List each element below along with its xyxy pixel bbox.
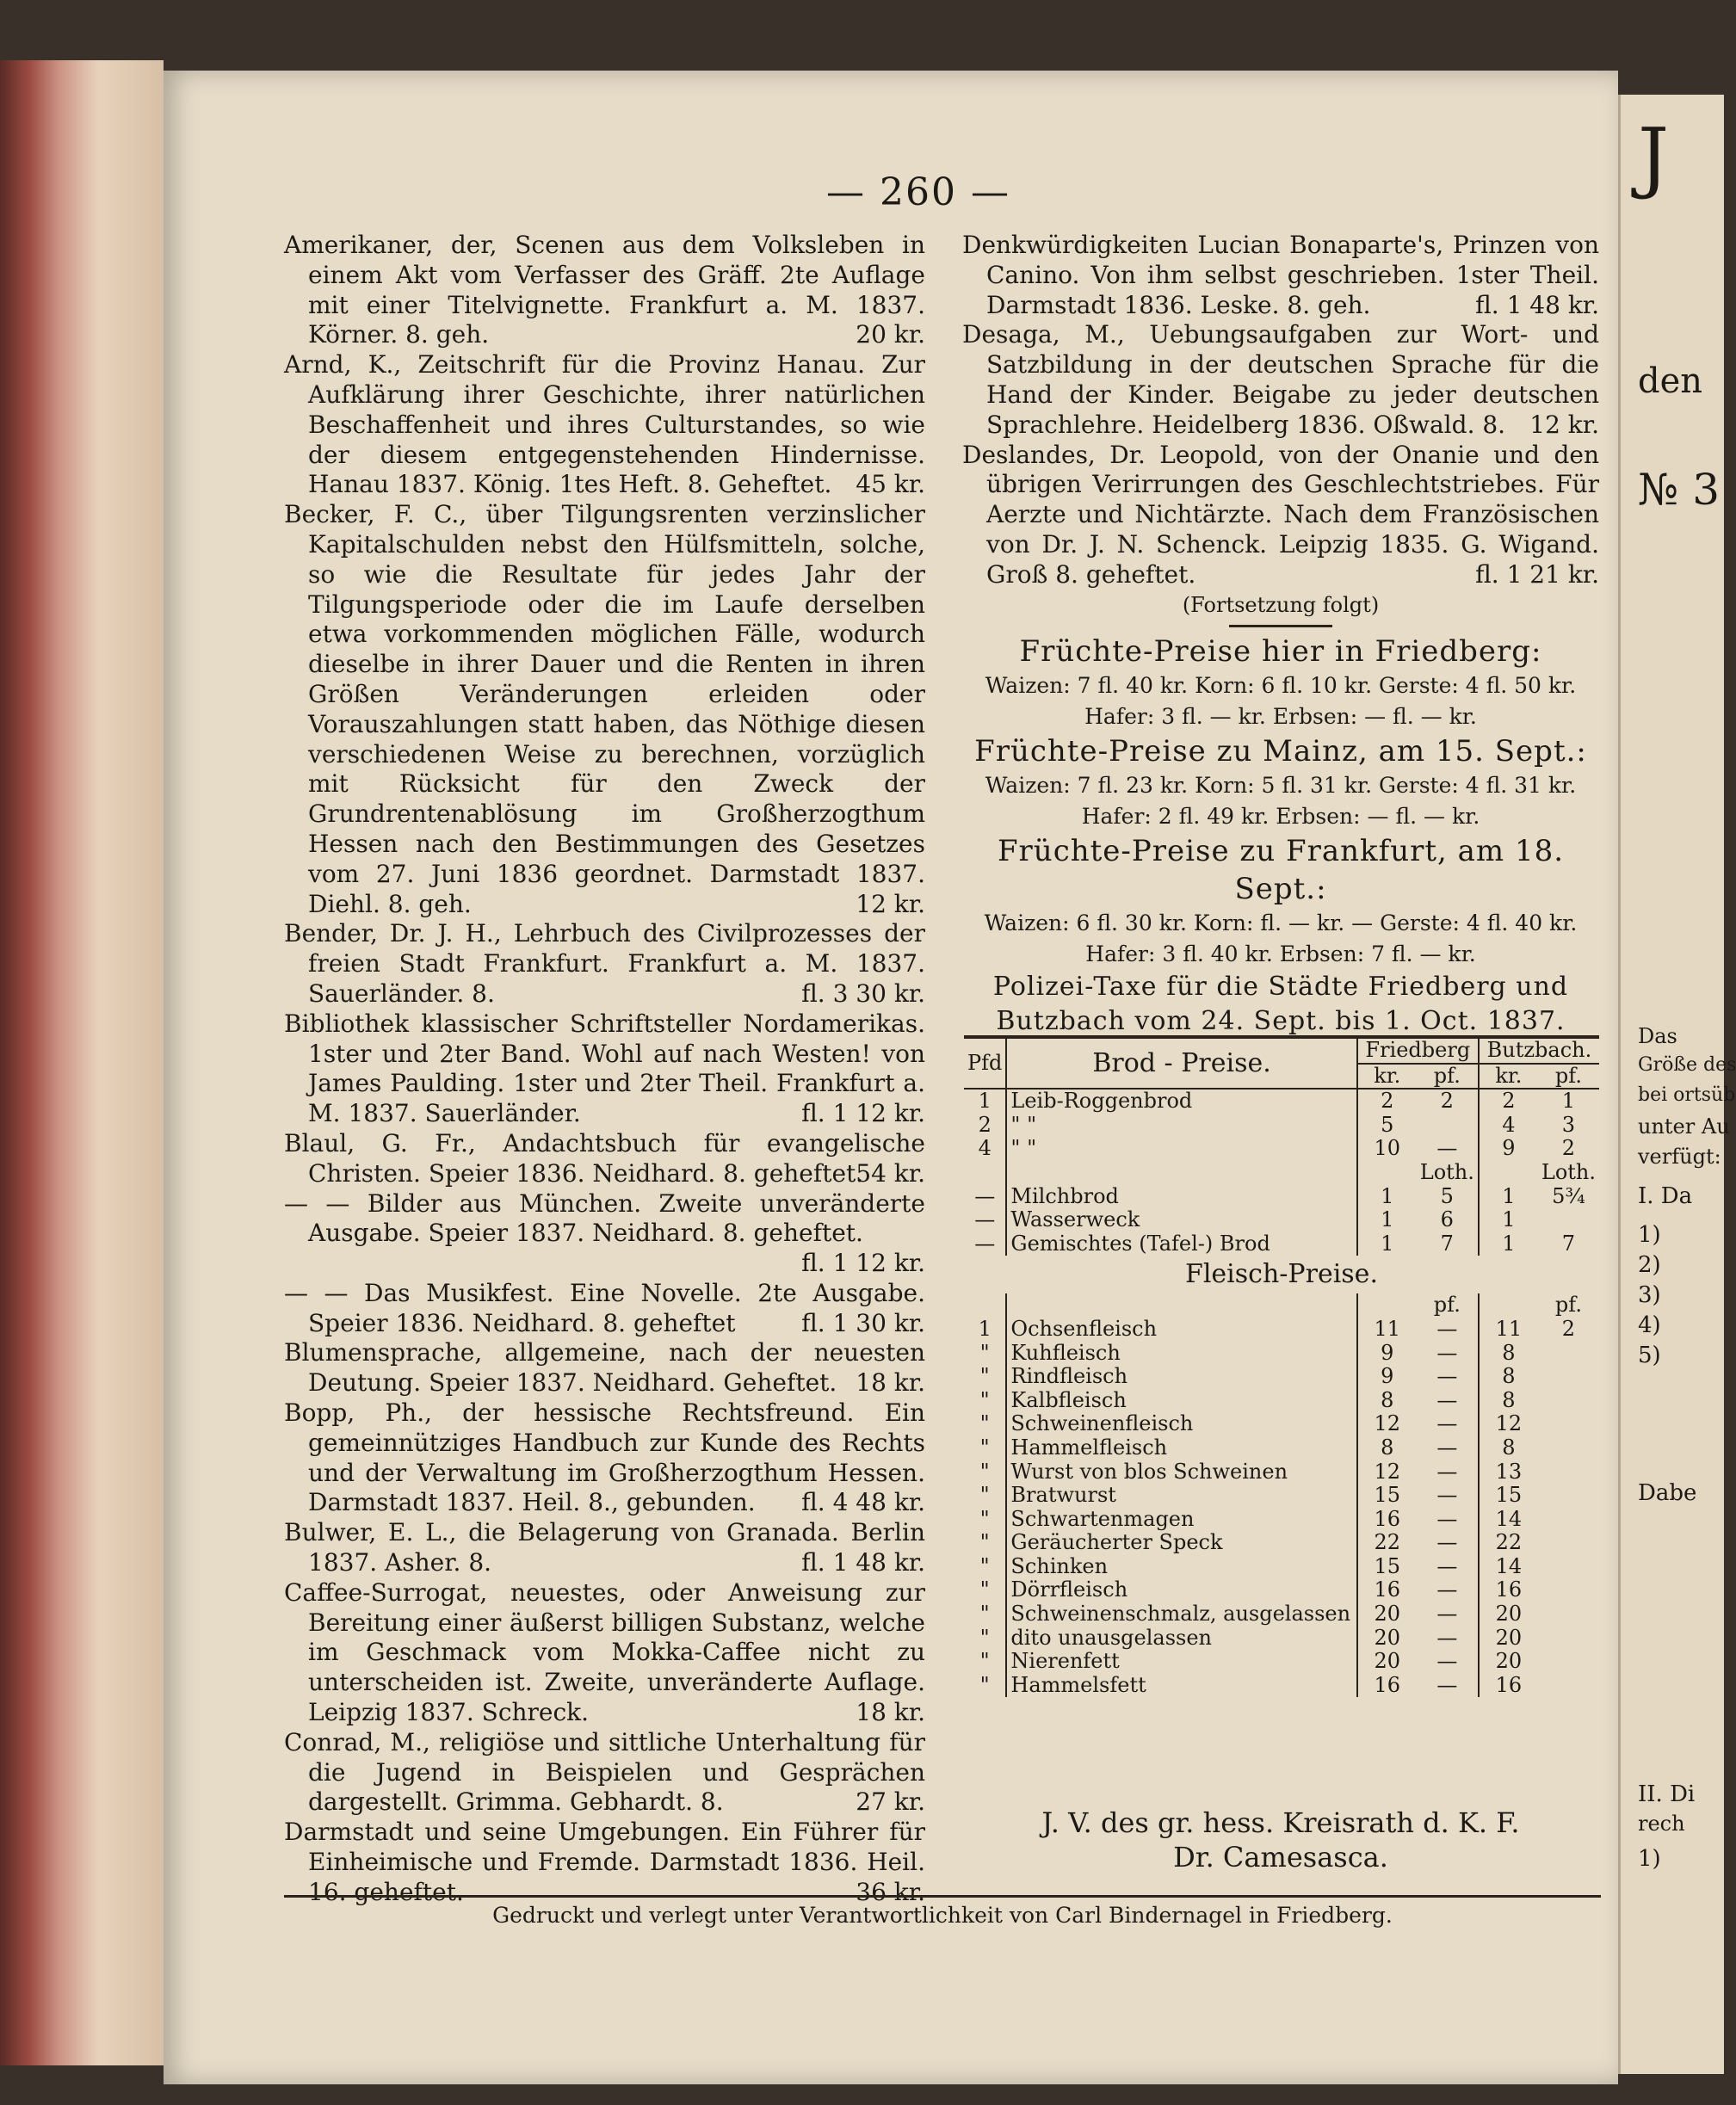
table-row [964,1602,1599,1627]
cell-pfd: " [979,1387,990,1412]
cell-name: " " [1006,1114,1356,1138]
entry-text: Arnd, K., Zeitschrift für die Provinz Hanau. Zur Aufklärung ihrer Geschichte, ihrer natürlichen Beschaffenheit und ihres Culturstandes, so wie der diesem entgegenstehenden Hindernisse. Hanau 1837. König. 1tes Heft. 8. Geheftet. [284,350,925,499]
cell-f-kr: 2 [1357,1089,1417,1114]
entry-price: fl. 1 48 kr. [1475,290,1599,319]
cell-b-pf [1538,1365,1599,1389]
cell-pfd: — [974,1231,996,1256]
cell-f-kr: 8 [1357,1389,1417,1413]
cell-f-pf: — [1436,1577,1458,1602]
table-row [964,1342,1599,1366]
cell-pfd: " [979,1625,990,1650]
cell-b-kr: 8 [1479,1389,1538,1413]
cell-f-kr: 8 [1357,1436,1417,1460]
cell-f-kr: 1 [1357,1185,1417,1209]
cell-f-kr: 16 [1357,1508,1417,1532]
cell-name: Wasserweck [1006,1208,1356,1232]
table-row [964,1650,1599,1674]
cell-f-kr [1357,1293,1417,1318]
divider [1229,625,1332,627]
cell-name: Schwartenmagen [1006,1508,1356,1532]
cell-f-kr: 10 [1357,1137,1417,1161]
cell-f-kr: 15 [1357,1555,1417,1579]
entry-price: 54 kr. [856,1158,925,1188]
entry-text: — — Bilder aus München. Zweite unveränderte Ausgabe. Speier 1837. Neidhard. 8. geheftet. [284,1188,925,1248]
table-row [964,1185,1599,1209]
col-butzbach: Butzbach. [1479,1037,1599,1064]
cell-name: Schweinenfleisch [1006,1412,1356,1436]
cell-f-pf: — [1436,1625,1458,1650]
cell-name: Geräucherter Speck [1006,1531,1356,1555]
table-row [964,1555,1599,1579]
cell-b-pf: 5¾ [1552,1183,1585,1208]
entry-price: fl. 3 30 kr. [801,978,925,1008]
cell-pfd: — [974,1207,996,1232]
table-row [964,1531,1599,1555]
cell-b-pf [1538,1412,1599,1436]
cell-b-pf [1538,1484,1599,1508]
cell-name: Rindfleisch [1006,1365,1356,1389]
cell-f-kr: 20 [1357,1627,1417,1651]
col-friedberg-pf: pf. [1417,1064,1479,1090]
left-column [284,231,925,1908]
catalog-entry [284,350,925,500]
cell-b-kr: 2 [1479,1089,1538,1114]
cell-b-kr: 14 [1479,1508,1538,1532]
table-row [964,1137,1599,1161]
cell-b-pf [1538,1650,1599,1674]
cell-name: Milchbrod [1006,1185,1356,1209]
cell-b-kr: 16 [1479,1578,1538,1602]
cell-f-kr: 5 [1357,1114,1417,1138]
facing-text-fragment: Das [1638,1024,1677,1048]
cell-pfd: " [979,1577,990,1602]
cell-f-kr: 1 [1357,1232,1417,1256]
cell-name: Gemischtes (Tafel-) Brod [1006,1232,1356,1256]
cell-f-kr: 12 [1357,1460,1417,1485]
table-row [964,1161,1599,1185]
cell-pfd: " [979,1483,990,1508]
table-row [964,1389,1599,1413]
table-row [964,1293,1599,1318]
catalog-entry [284,1009,925,1129]
cell-b-kr: 1 [1479,1232,1538,1256]
cell-f-kr [1357,1161,1417,1185]
table-row [964,1232,1599,1256]
table-row [964,1318,1599,1342]
continuation-note: (Fortsetzung folgt) [1182,592,1380,617]
cell-b-pf: pf. [1554,1293,1582,1318]
facing-text-fragment: I. Da [1638,1183,1693,1209]
cell-f-pf: — [1436,1483,1458,1508]
cell-name: Hammelsfett [1006,1674,1356,1698]
cell-name: Bratwurst [1006,1484,1356,1508]
cell-b-kr: 13 [1479,1460,1538,1485]
cell-b-kr: 22 [1479,1531,1538,1555]
cell-b-kr: 20 [1479,1602,1538,1627]
signature [962,1806,1599,1874]
cell-b-kr: 8 [1479,1365,1538,1389]
cell-f-kr: 15 [1357,1484,1417,1508]
table-row [964,1114,1599,1138]
cell-pfd [964,1293,1006,1318]
cell-name: Leib-Roggenbrod [1006,1089,1356,1114]
facing-text-fragment: 4) [1638,1312,1661,1338]
entry-price: fl. 4 48 kr. [801,1488,925,1517]
cell-name: dito unausgelassen [1006,1627,1356,1651]
cell-b-pf: 7 [1561,1231,1576,1256]
entry-text: Blaul, G. Fr., Andachtsbuch für evangelische Christen. Speier 1836. Neidhard. 8. geheftet. [284,1128,925,1188]
entry-text: — — Das Musikfest. Eine Novelle. 2te Ausgabe. Speier 1836. Neidhard. 8. geheftet [284,1278,925,1337]
cell-b-pf [1538,1208,1599,1232]
facing-text-fragment: bei ortsüb [1638,1084,1736,1106]
cell-f-pf: — [1436,1136,1458,1161]
cell-f-pf: — [1436,1316,1458,1341]
cell-f-kr: 16 [1357,1578,1417,1602]
catalog-entry [284,1578,925,1728]
catalog-entry [284,1189,925,1279]
table-row [964,1365,1599,1389]
table-row [964,1089,1599,1114]
cell-pfd: " [979,1672,990,1697]
cell-f-pf [1417,1114,1479,1138]
entry-price: 12 kr. [1529,410,1599,439]
price-table [964,1035,1599,1697]
page-number: — 260 — [826,170,1010,214]
entry-text: Bulwer, E. L., die Belagerung von Granada. Berlin 1837. Asher. 8. [284,1518,925,1577]
entry-text: Desaga, M., Uebungsaufgaben zur Wort- und Satzbildung in der deutschen Sprache für die Hand der Kinder. Beigabe zu jeder deutschen Sprachlehre. Heidelberg 1836. Oßwald. 8. [962,320,1599,439]
entry-price: fl. 1 30 kr. [801,1308,925,1337]
cell-b-pf [1538,1436,1599,1460]
cell-name: Ochsenfleisch [1006,1318,1356,1342]
cell-name: Kuhfleisch [1006,1342,1356,1366]
entry-text: Deslandes, Dr. Leopold, von der Onanie und den übrigen Verirrungen des Geschlechtstriebes. Für Aerzte und Nichtärzte. Nach dem Französischen von Dr. J. N. Schenck. Leipzig 1835. G. Wigand. Groß 8. geheftet. [962,440,1599,589]
facing-text-fragment: rech [1638,1812,1685,1836]
catalog-entry [284,919,925,1009]
cell-f-pf: — [1436,1506,1458,1531]
catalog-entry [284,1398,925,1518]
entry-text: Bopp, Ph., der hessische Rechtsfreund. Ein gemeinnütziges Handbuch zur Kunde des Rechts und der Verwaltung im Großherzogthum Hessen. Darmstadt 1837. Heil. 8., gebunden. [284,1398,925,1517]
cell-b-kr: 4 [1479,1114,1538,1138]
table-row [964,1412,1599,1436]
cell-pfd: " [979,1364,990,1389]
cell-b-kr: 14 [1479,1555,1538,1579]
entry-text: Darmstadt und seine Umgebungen. Ein Führer für Einheimische und Fremde. Darmstadt 1836. Heil. 16. geheftet. [284,1818,925,1906]
cell-b-pf [1538,1627,1599,1651]
cell-f-kr: 9 [1357,1365,1417,1389]
cell-f-pf: — [1436,1602,1458,1627]
table-row [964,1578,1599,1602]
cell-b-kr: 8 [1479,1342,1538,1366]
cell-b-pf: 2 [1561,1316,1576,1341]
cell-pfd: " [979,1435,990,1460]
cell-f-pf: 5 [1440,1183,1454,1208]
cell-b-kr: 16 [1479,1674,1538,1698]
cell-b-pf [1538,1460,1599,1485]
cell-name: Kalbfleisch [1006,1389,1356,1413]
entry-text: Caffee-Surrogat, neuestes, oder Anweisung zur Bereitung einer äußerst billigen Substanz, welche im Geschmack vom Mokka-Caffee nicht zu unterscheiden ist. Zweite, unveränderte Auflage. Leipzig 1837. Schreck. [284,1577,925,1727]
entry-price: fl. 1 48 kr. [801,1548,925,1577]
cell-b-pf [1538,1389,1599,1413]
entry-text: Denkwürdigkeiten Lucian Bonaparte's, Prinzen von Canino. Von ihm selbst geschrieben. 1ster Theil. Darmstadt 1836. Leske. 8. geh. [962,231,1599,319]
cell-f-pf: 6 [1440,1207,1454,1232]
catalog-entry [284,1129,925,1189]
entry-price: fl. 1 21 kr. [1475,559,1599,589]
entry-text: Bender, Dr. J. H., Lehrbuch des Civilprozesses der freien Stadt Frankfurt. Frankfurt a. M. 1837. Sauerländer. 8. [284,919,925,1008]
cell-b-kr: 15 [1479,1484,1538,1508]
entry-price: 36 kr. [856,1877,925,1906]
police-taxe-heading: Polizei-Taxe für die Städte Friedberg und Butzbach vom 24. Sept. bis 1. Oct. 1837. [992,972,1569,1037]
cell-pfd: " [979,1602,990,1627]
cell-f-pf: — [1436,1411,1458,1436]
cell-b-pf [1538,1578,1599,1602]
col-butzbach-pf: pf. [1538,1064,1599,1090]
fleisch-preise-heading: Fleisch-Preise. [1185,1259,1378,1290]
cell-b-kr: 8 [1479,1436,1538,1460]
cell-f-pf: — [1436,1530,1458,1555]
cell-pfd: " [979,1530,990,1555]
cell-pfd: 1 [978,1316,992,1341]
entry-price: fl. 1 12 kr. [801,1099,925,1128]
catalog-entry [284,1518,925,1578]
catalog-entry [962,231,1599,320]
cell-f-pf: — [1436,1553,1458,1578]
cell-f-kr: 9 [1357,1342,1417,1366]
facing-text-fragment: 1) [1638,1846,1661,1872]
col-butzbach-kr: kr. [1479,1064,1538,1090]
market-prices-line: Hafer: 3 fl. — kr. Erbsen: — fl. — kr. [1084,704,1477,730]
cell-name [1006,1293,1356,1318]
catalog-entry [284,1338,925,1398]
facing-text-fragment: 2) [1638,1252,1661,1278]
table-row [964,1627,1599,1651]
cell-name: Wurst von blos Schweinen [1006,1460,1356,1485]
table-row [964,1674,1599,1698]
cell-b-kr [1479,1293,1538,1318]
entry-price: 18 kr. [856,1698,925,1727]
cell-f-pf: — [1436,1649,1458,1674]
market-prices-line: Waizen: 6 fl. 30 kr. Korn: fl. — kr. — Gerste: 4 fl. 40 kr. [984,911,1578,936]
facing-text-fragment: 5) [1638,1343,1661,1368]
market-prices-line: Hafer: 3 fl. 40 kr. Erbsen: 7 fl. — kr. [1085,941,1476,967]
signature-line-2: Dr. Camesasca. [1173,1841,1388,1874]
cell-pfd: 4 [978,1136,992,1161]
cell-name: " " [1006,1137,1356,1161]
cell-name: Dörrfleisch [1006,1578,1356,1602]
entry-price: 12 kr. [856,889,925,918]
market-prices-line: Waizen: 7 fl. 23 kr. Korn: 5 fl. 31 kr. Gerste: 4 fl. 31 kr. [985,773,1577,799]
catalog-entry [962,320,1599,440]
signature-line-1: J. V. des gr. hess. Kreisrath d. K. F. [1041,1806,1520,1839]
facing-text-fragment: unter Au [1638,1114,1730,1139]
cell-b-pf [1538,1555,1599,1579]
entry-text: Conrad, M., religiöse und sittliche Unterhaltung für die Jugend in Beispielen und Gesprächen dargestellt. Grimma. Gebhardt. 8. [284,1727,925,1817]
col-pfd: Pfd [964,1037,1006,1089]
catalog-entry [284,1279,925,1339]
cell-f-pf: — [1436,1387,1458,1412]
entry-price: 27 kr. [856,1787,925,1817]
cell-b-pf: 2 [1561,1136,1576,1161]
entry-text: Blumensprache, allgemeine, nach der neuesten Deutung. Speier 1837. Neidhard. Geheftet. [284,1338,925,1398]
table-row [964,1484,1599,1508]
cell-pfd: " [979,1506,990,1531]
cell-f-pf: — [1436,1459,1458,1484]
cell-pfd: " [979,1459,990,1484]
cell-b-pf [1538,1342,1599,1366]
cell-f-pf: — [1436,1364,1458,1389]
cell-pfd: — [974,1183,996,1208]
catalog-entry [284,1728,925,1818]
cell-f-pf: — [1436,1435,1458,1460]
facing-page-fragment [1618,95,1736,2074]
cell-pfd: " [979,1411,990,1436]
cell-pfd: " [979,1553,990,1578]
cell-pfd: 1 [978,1089,992,1114]
entry-text: Becker, F. C., über Tilgungsrenten verzinslicher Kapitalschulden nebst den Hülfsmitteln, solche, so wie die Resultate für jedes Jahr der Tilgungsperiode oder die im Laufe derselben etwa vorkommenden möglichen Fälle, wodurch dieselbe in ihrer Dauer und die Renten in ihren Größen Veränderungen erleiden oder Vorauszahlungen statt haben, das Nöthige diesen verschiedenen Weise zu berechnen, vorzüglich mit Rücksicht für den Zweck der Grundrentenablösung im Großherzogthum Hessen nach den Bestimmungen des Gesetzes vom 27. Juni 1836 geordnet. Darmstadt 1837. Diehl. 8. geh. [284,500,925,918]
imprint: Gedruckt und verlegt unter Verantwortlichkeit von Carl Bindernagel in Friedberg. [284,1895,1601,1928]
facing-text-fragment: verfügt: [1638,1145,1721,1169]
cell-name: Nierenfett [1006,1650,1356,1674]
cell-b-kr: 12 [1479,1412,1538,1436]
cell-f-kr: 11 [1357,1318,1417,1342]
cell-f-pf: — [1436,1672,1458,1697]
entry-text: Bibliothek klassischer Schriftsteller Nordamerikas. 1ster und 2ter Band. Wohl auf nach Westen! von James Paulding. 1ster und 2ter Theil. Frankfurt a. M. 1837. Sauerländer. [284,1009,925,1128]
col-brod-preise: Brod - Preise. [1006,1037,1356,1089]
cell-b-kr: 1 [1479,1208,1538,1232]
facing-text-fragment: Dabe [1638,1480,1697,1506]
market-prices-line: Waizen: 7 fl. 40 kr. Korn: 6 fl. 10 kr. Gerste: 4 fl. 50 kr. [985,673,1577,699]
catalog-entry [284,231,925,350]
market-heading: Früchte-Preise hier in Friedberg: [1019,634,1542,670]
cell-f-pf: — [1436,1340,1458,1365]
facing-text-fragment: 3) [1638,1282,1661,1308]
col-friedberg: Friedberg [1357,1037,1479,1064]
entry-price: fl. 1 12 kr. [801,1249,925,1278]
cell-b-kr: 1 [1479,1185,1538,1209]
cell-b-pf: 1 [1561,1089,1576,1114]
cell-b-pf [1538,1531,1599,1555]
cell-pfd: " [979,1340,990,1365]
cell-b-pf [1538,1674,1599,1698]
entry-price: 18 kr. [856,1368,925,1398]
cell-f-pf: pf. [1433,1293,1461,1318]
facing-text-fragment: 1) [1638,1222,1661,1248]
book-page-edges [0,60,164,2065]
table-row [964,1460,1599,1485]
cell-f-kr: 20 [1357,1602,1417,1627]
cell-name: Hammelfleisch [1006,1436,1356,1460]
cell-b-kr [1479,1161,1538,1185]
market-heading: Früchte-Preise zu Mainz, am 15. Sept.: [974,734,1587,769]
right-column [962,231,1599,1039]
facing-text-fragment: № 3 [1638,465,1721,515]
entry-price: 20 kr. [856,320,925,349]
table-row [964,1508,1599,1532]
cell-b-pf: 3 [1561,1112,1576,1137]
cell-f-kr: 1 [1357,1208,1417,1232]
cell-b-pf: Loth. [1541,1159,1596,1184]
cell-name: Schweinenschmalz, ausgelassen [1006,1602,1356,1627]
catalog-entry [284,500,925,919]
facing-text-fragment: Größe des [1638,1054,1736,1076]
facing-text-fragment: II. Di [1638,1781,1696,1807]
facing-text-fragment: den [1638,361,1703,401]
cell-b-kr: 11 [1479,1318,1538,1342]
cell-f-pf: 7 [1440,1231,1454,1256]
cell-pfd: 2 [978,1112,992,1137]
catalog-entry [284,1818,925,1907]
cell-b-kr: 20 [1479,1650,1538,1674]
col-friedberg-kr: kr. [1357,1064,1417,1090]
cell-b-pf [1538,1602,1599,1627]
cell-f-kr: 16 [1357,1674,1417,1698]
facing-text-fragment: J [1638,112,1670,202]
table-row [964,1208,1599,1232]
cell-pfd: " [979,1649,990,1674]
cell-f-pf: Loth. [1419,1159,1474,1184]
catalog-entry [962,441,1599,590]
market-heading: Früchte-Preise zu Frankfurt, am 18. Sept.: [997,834,1565,907]
cell-f-kr: 12 [1357,1412,1417,1436]
market-prices-line: Hafer: 2 fl. 49 kr. Erbsen: — fl. — kr. [1081,804,1480,830]
cell-name: Schinken [1006,1555,1356,1579]
cell-b-kr: 20 [1479,1627,1538,1651]
cell-name [1006,1161,1356,1185]
cell-f-kr: 20 [1357,1650,1417,1674]
cell-b-kr: 9 [1479,1137,1538,1161]
entry-price: 45 kr. [856,470,925,499]
cell-pfd [964,1161,1006,1185]
cell-f-pf: 2 [1440,1089,1454,1114]
cell-b-pf [1538,1508,1599,1532]
table-row [964,1436,1599,1460]
entry-text: Amerikaner, der, Scenen aus dem Volksleben in einem Akt vom Verfasser des Gräff. 2te Auflage mit einer Titelvignette. Frankfurt a. M. 1837. Körner. 8. geh. [284,231,925,349]
cell-f-kr: 22 [1357,1531,1417,1555]
